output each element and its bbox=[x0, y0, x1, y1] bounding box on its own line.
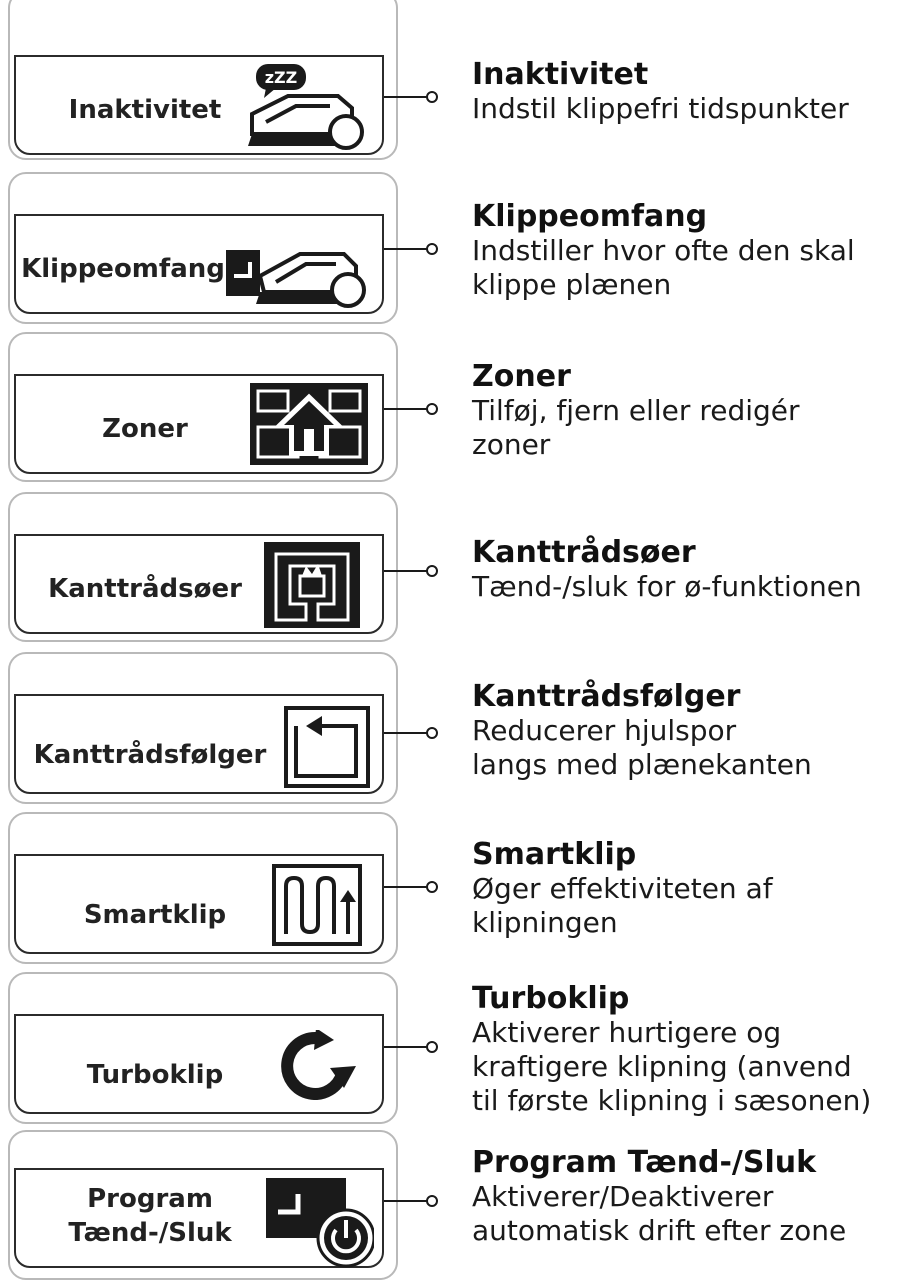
description-text: Tilføj, fjern eller redigér zoner bbox=[472, 394, 800, 461]
button-label: Smartklip bbox=[83, 900, 227, 930]
description-text: Reducerer hjulspor langs med plænekanten bbox=[472, 714, 812, 781]
connector-dot bbox=[426, 91, 438, 103]
connector-line bbox=[384, 886, 428, 888]
connector-dot bbox=[426, 565, 438, 577]
description-title: Program Tænd-/Sluk bbox=[472, 1145, 817, 1180]
connector-dot bbox=[426, 243, 438, 255]
description-title: Turboklip bbox=[472, 981, 630, 1016]
description-block bbox=[472, 200, 920, 302]
connector-line bbox=[384, 570, 428, 572]
description-title: Zoner bbox=[472, 359, 571, 394]
description-text: Øger effektiviteten af klipningen bbox=[472, 872, 773, 939]
description-text: Indstiller hvor ofte den skal klippe plænen bbox=[472, 234, 855, 301]
button-label: Kanttrådsøer bbox=[48, 574, 242, 604]
connector-dot bbox=[426, 403, 438, 415]
connector-dot bbox=[426, 1041, 438, 1053]
boundary-island-icon bbox=[262, 540, 362, 630]
description-title: Kanttrådsøer bbox=[472, 535, 696, 570]
button-label: Inaktivitet bbox=[68, 95, 222, 125]
smart-cut-icon bbox=[272, 864, 362, 946]
boundary-follow-icon bbox=[284, 706, 370, 788]
description-block bbox=[472, 680, 920, 782]
description-title: Smartklip bbox=[472, 837, 637, 872]
connector-line bbox=[384, 732, 428, 734]
mowing-schedule-icon bbox=[226, 240, 366, 312]
description-block bbox=[472, 360, 920, 462]
description-text: Aktiverer hurtigere og kraftigere klipning (anvend til første klipning i sæsonen) bbox=[472, 1016, 872, 1117]
button-label: Klippeomfang bbox=[21, 254, 225, 284]
zones-house-icon bbox=[248, 381, 370, 467]
description-title: Inaktivitet bbox=[472, 57, 649, 92]
connector-line bbox=[384, 96, 428, 98]
description-text: Indstil klippefri tidspunkter bbox=[472, 92, 849, 125]
connector-dot bbox=[426, 727, 438, 739]
description-block bbox=[472, 838, 920, 940]
description-block bbox=[472, 1146, 920, 1248]
button-label: Program Tænd-/Sluk bbox=[68, 1184, 232, 1248]
button-label: Kanttrådsfølger bbox=[33, 740, 267, 770]
connector-line bbox=[384, 248, 428, 250]
turbo-cut-icon bbox=[272, 1030, 358, 1100]
description-block bbox=[472, 58, 920, 126]
connector-line bbox=[384, 1200, 428, 1202]
description-title: Kanttrådsfølger bbox=[472, 679, 741, 714]
sleeping-mower-icon bbox=[240, 62, 370, 150]
description-title: Klippeomfang bbox=[472, 199, 708, 234]
connector-line bbox=[384, 408, 428, 410]
connector-dot bbox=[426, 881, 438, 893]
description-text: Tænd-/sluk for ø-funktionen bbox=[472, 570, 862, 603]
button-label: Turboklip bbox=[86, 1060, 224, 1090]
connector-dot bbox=[426, 1195, 438, 1207]
description-block bbox=[472, 536, 920, 604]
button-label: Zoner bbox=[102, 414, 188, 444]
description-block bbox=[472, 982, 920, 1118]
description-text: Aktiverer/Deaktiverer automatisk drift efter zone bbox=[472, 1180, 847, 1247]
zzz-label: zZZ bbox=[264, 68, 298, 87]
connector-line bbox=[384, 1046, 428, 1048]
program-power-icon bbox=[264, 1176, 374, 1268]
